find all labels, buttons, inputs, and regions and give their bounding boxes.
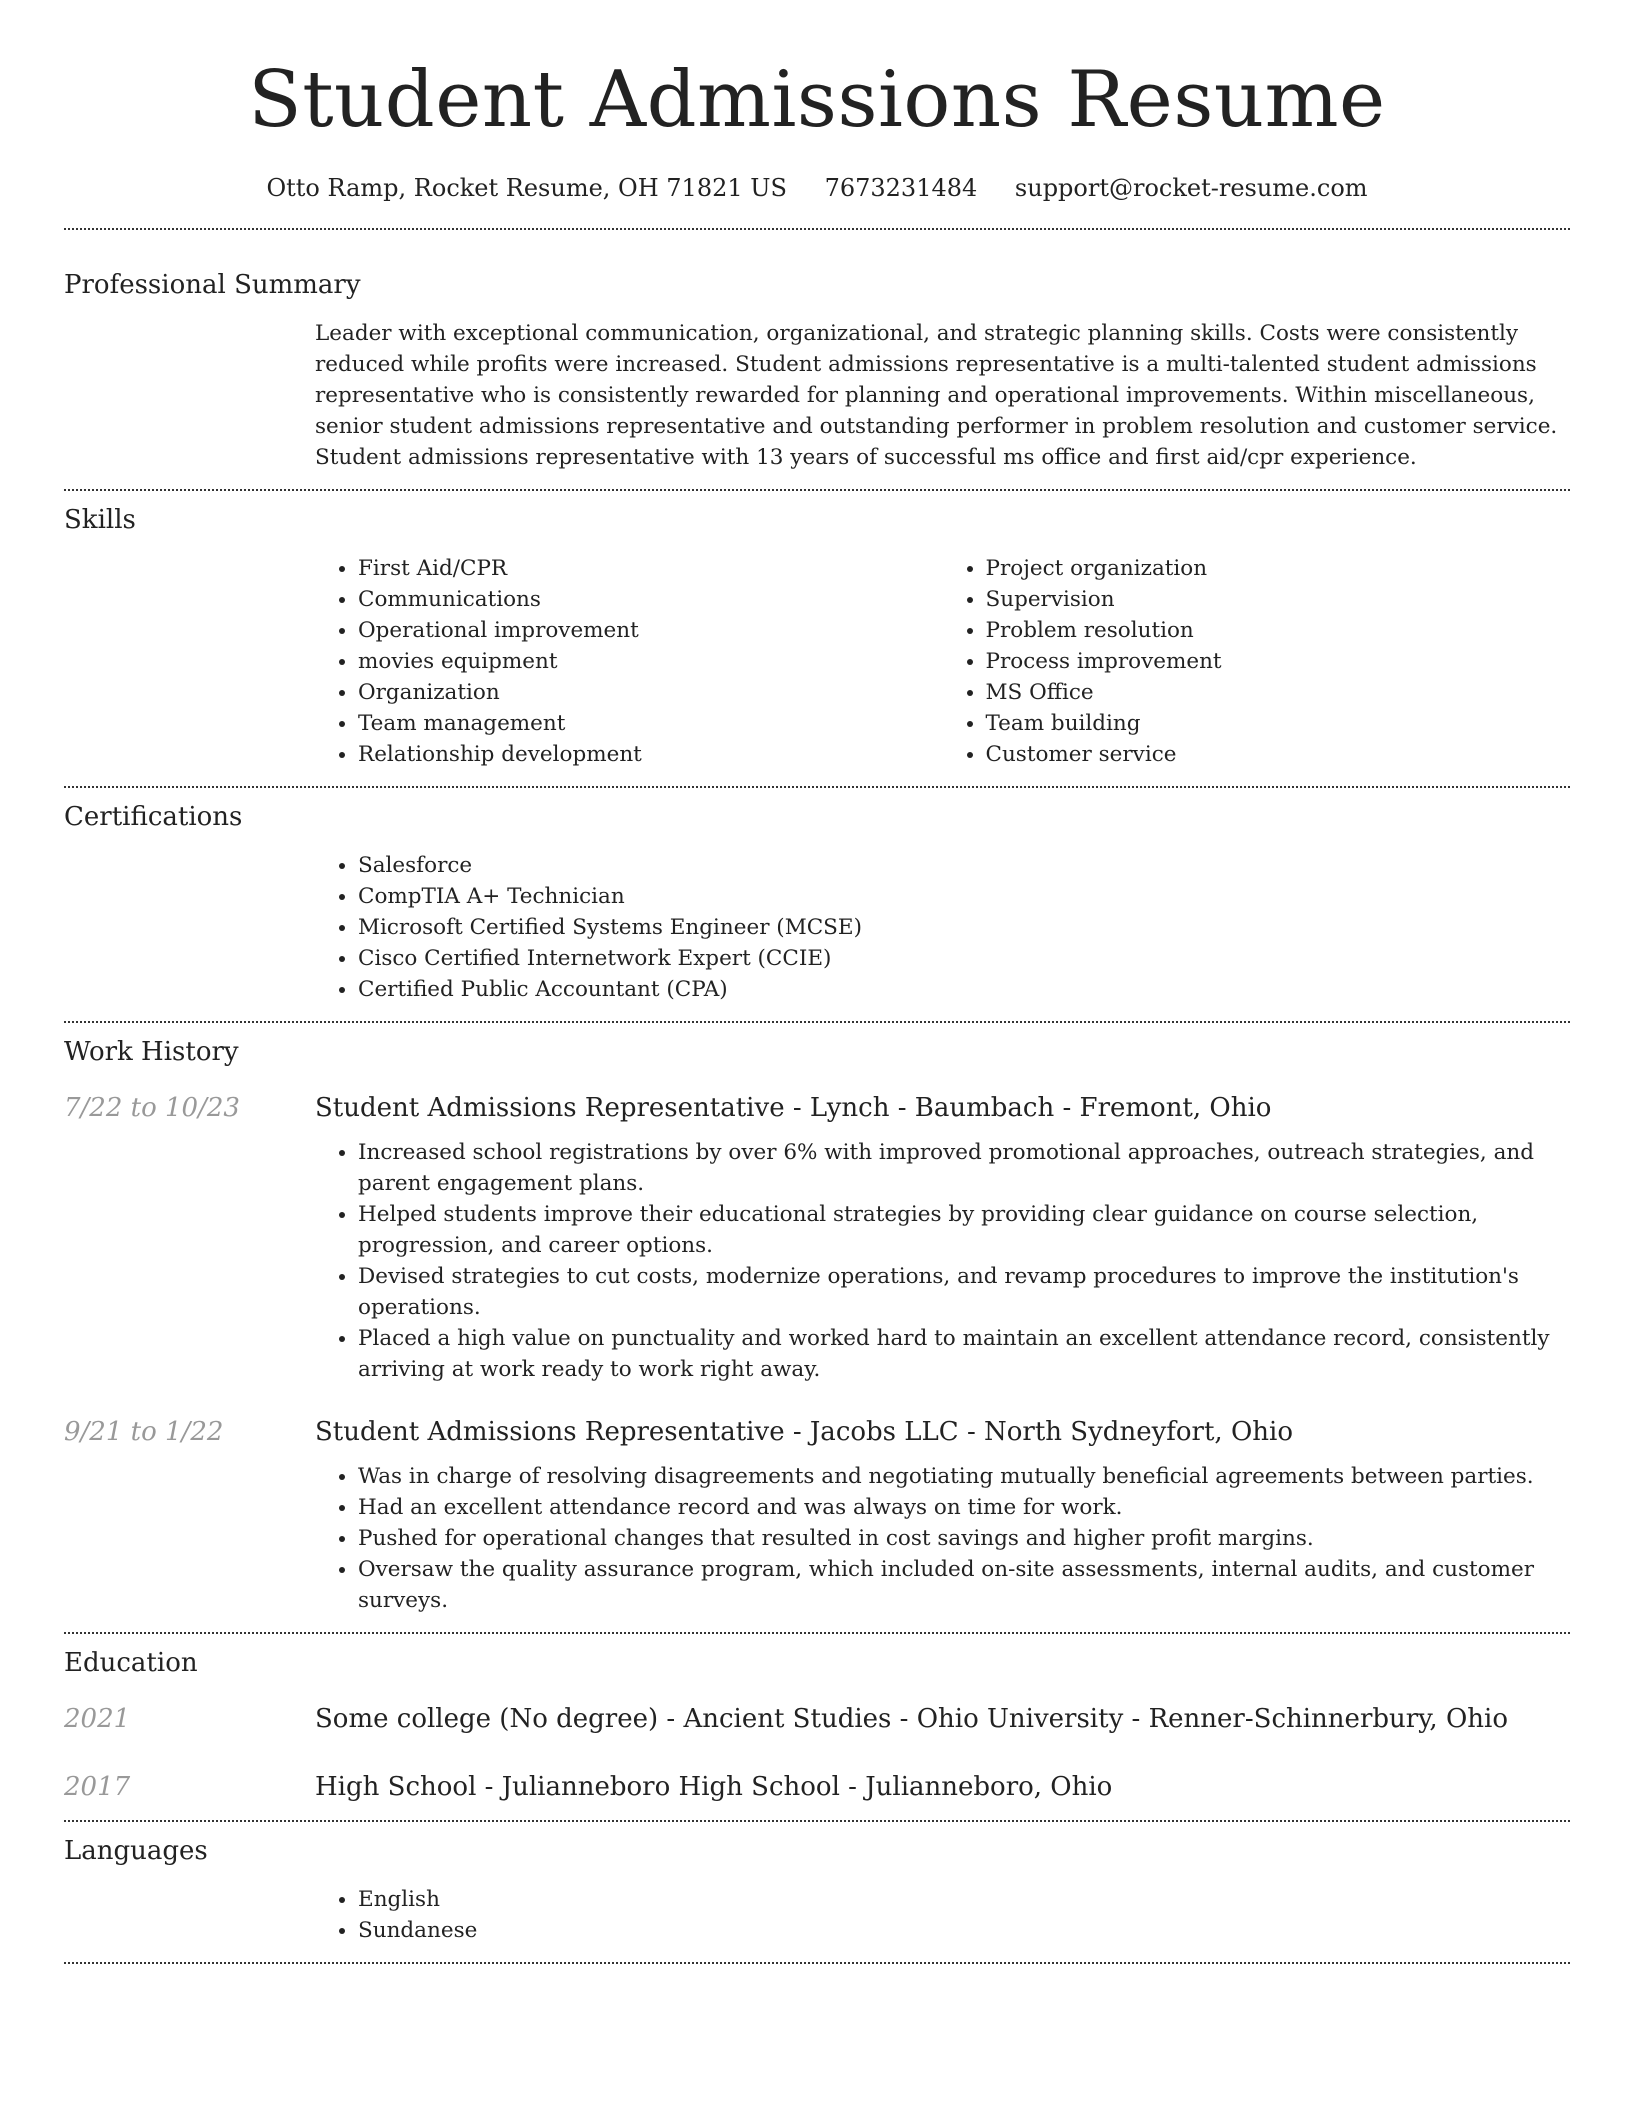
list-item: • Team management xyxy=(358,708,943,739)
education-entry xyxy=(64,1702,1570,1736)
skills-section xyxy=(64,503,1570,770)
divider xyxy=(64,489,1570,491)
skills-list-left xyxy=(315,553,943,770)
resume-title: Student Admissions Resume xyxy=(248,55,1386,145)
summary-text: Leader with exceptional communication, organizational, and strategic planning skills. Costs were consistently reduced while profits were increased. Student admissions representative is a multi-talented student admissions representative who is consistently rewarded for planning and operational improvements. Within miscellaneous, senior student admissions representative and outstanding performer in problem resolution and customer service. Student admissions representative with 13 years of successful ms office and first aid/cpr experience. xyxy=(315,321,1558,470)
certifications-section xyxy=(64,800,1570,1005)
contact-phone: 7673231484 xyxy=(824,174,978,202)
list-item: • First Aid/CPR xyxy=(358,553,943,584)
divider xyxy=(64,786,1570,788)
list-item: • Increased school registrations by over 6% with improved promotional approaches, outreach strategies, and parent engagement plans. xyxy=(358,1137,1570,1199)
list-item: • Customer service xyxy=(986,739,1571,770)
divider xyxy=(64,1962,1570,1964)
list-item: • Certified Public Accountant (CPA) xyxy=(358,974,1570,1005)
list-item: • Had an excellent attendance record and was always on time for work. xyxy=(358,1492,1570,1523)
list-item: • Problem resolution xyxy=(986,615,1571,646)
list-item: • Microsoft Certified Systems Engineer (MCSE) xyxy=(358,912,1570,943)
list-item: • Relationship development xyxy=(358,739,943,770)
list-item: • English xyxy=(358,1884,1570,1915)
list-item: • Salesforce xyxy=(358,850,1570,881)
contact-address: Otto Ramp, Rocket Resume, OH 71821 US xyxy=(266,174,787,202)
education-section xyxy=(64,1646,1570,1804)
summary-section xyxy=(64,268,1570,473)
list-item: • Supervision xyxy=(986,584,1571,615)
education-text: High School - Julianneboro High School - Julianneboro, Ohio xyxy=(315,1772,1113,1802)
job-bullets xyxy=(315,1461,1570,1616)
list-item: • CompTIA A+ Technician xyxy=(358,881,1570,912)
list-item: • Operational improvement xyxy=(358,615,943,646)
list-item: • Placed a high value on punctuality and worked hard to maintain an excellent attendance record, consistently arriving at work ready to work right away. xyxy=(358,1323,1570,1385)
languages-list xyxy=(315,1884,1570,1946)
list-item: • Communications xyxy=(358,584,943,615)
list-item: • Team building xyxy=(986,708,1571,739)
resume-page xyxy=(64,0,1570,1964)
list-item: • Cisco Certified Internetwork Expert (CCIE) xyxy=(358,943,1570,974)
skills-list-right xyxy=(943,553,1571,770)
job-entry xyxy=(64,1091,1570,1385)
list-item: • Project organization xyxy=(986,553,1571,584)
work-heading: Work History xyxy=(64,1037,239,1067)
list-item: • Pushed for operational changes that resulted in cost savings and higher profit margins. xyxy=(358,1523,1570,1554)
languages-heading: Languages xyxy=(64,1836,208,1866)
skills-columns xyxy=(315,553,1570,770)
languages-section xyxy=(64,1834,1570,1946)
list-item: • Oversaw the quality assurance program, which included on-site assessments, internal audits, and customer surveys. xyxy=(358,1554,1570,1616)
divider xyxy=(64,1021,1570,1023)
list-item: • Process improvement xyxy=(986,646,1571,677)
job-dates: 9/21 to 1/22 xyxy=(64,1417,224,1447)
work-section xyxy=(64,1035,1570,1616)
list-item: • Sundanese xyxy=(358,1915,1570,1946)
certifications-heading: Certifications xyxy=(64,802,243,832)
job-entry xyxy=(64,1415,1570,1616)
education-entry xyxy=(64,1770,1570,1804)
education-text: Some college (No degree) - Ancient Studies - Ohio University - Renner-Schinnerbury, Ohio xyxy=(315,1704,1508,1734)
education-heading: Education xyxy=(64,1648,198,1678)
contact-line xyxy=(64,172,1570,204)
job-bullets xyxy=(315,1137,1570,1385)
job-title: Student Admissions Representative - Lynch - Baumbach - Fremont, Ohio xyxy=(315,1093,1272,1123)
job-title: Student Admissions Representative - Jacobs LLC - North Sydneyfort, Ohio xyxy=(315,1417,1293,1447)
summary-heading: Professional Summary xyxy=(64,270,361,300)
list-item: • movies equipment xyxy=(358,646,943,677)
divider xyxy=(64,228,1570,230)
list-item: • Helped students improve their educational strategies by providing clear guidance on course selection, progression, and career options. xyxy=(358,1199,1570,1261)
contact-email: support@rocket-resume.com xyxy=(1014,174,1368,202)
job-dates: 7/22 to 10/23 xyxy=(64,1093,240,1123)
divider xyxy=(64,1820,1570,1822)
list-item: • Was in charge of resolving disagreements and negotiating mutually beneficial agreements between parties. xyxy=(358,1461,1570,1492)
list-item: • MS Office xyxy=(986,677,1571,708)
list-item: • Organization xyxy=(358,677,943,708)
list-item: • Devised strategies to cut costs, modernize operations, and revamp procedures to improve the institution's operations. xyxy=(358,1261,1570,1323)
education-year: 2021 xyxy=(64,1704,131,1734)
education-year: 2017 xyxy=(64,1772,131,1802)
skills-heading: Skills xyxy=(64,505,136,535)
divider xyxy=(64,1632,1570,1634)
certifications-list xyxy=(315,850,1570,1005)
